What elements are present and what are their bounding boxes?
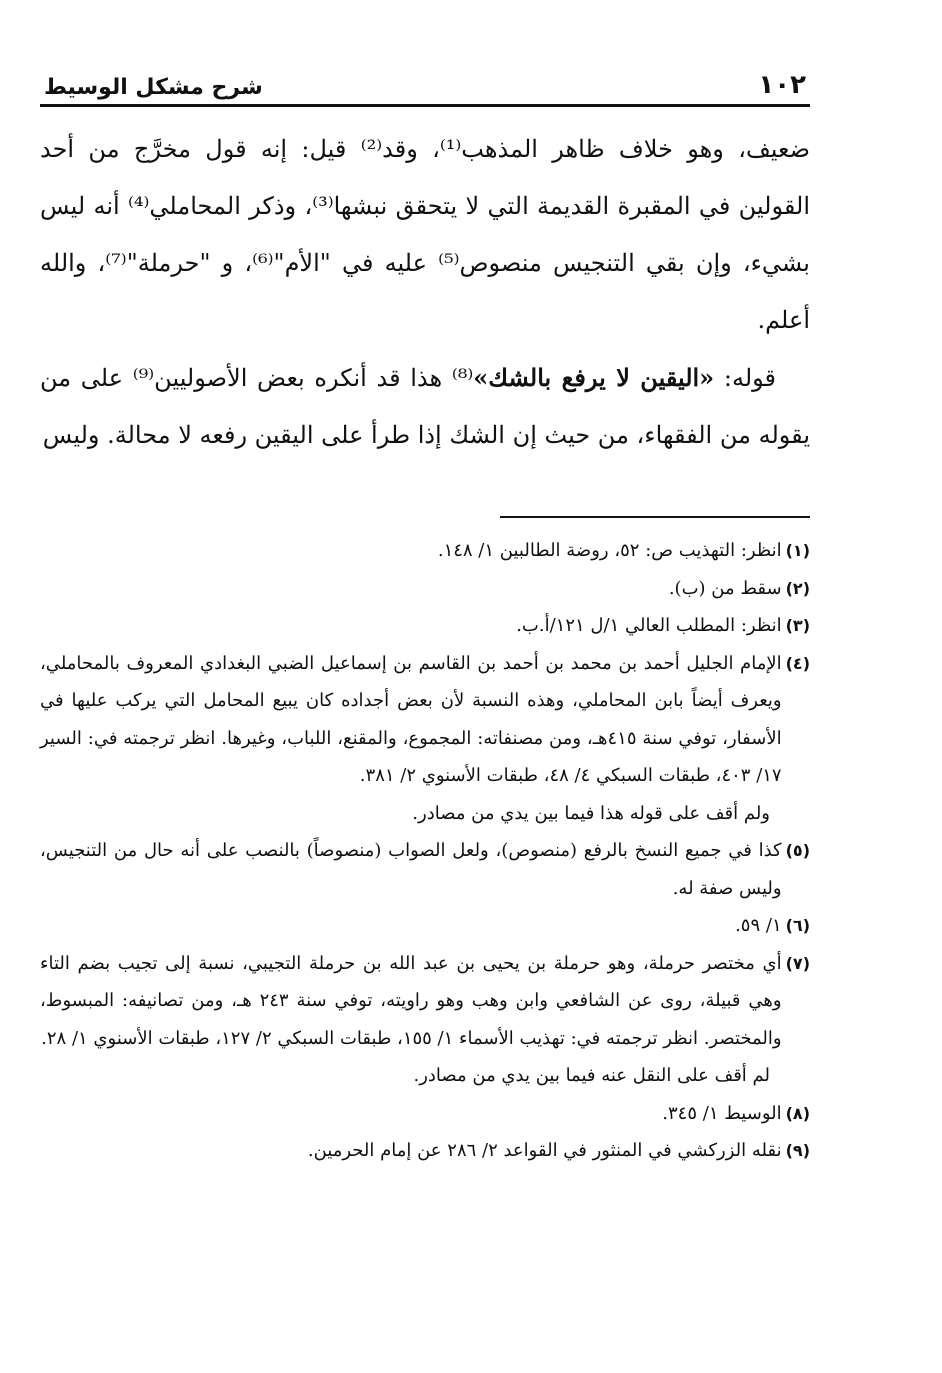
quoted-maxim: «اليقين لا يرفع بالشك» [473, 363, 715, 392]
page-header [40, 60, 810, 107]
footnote-text: أي مختصر حرملة، وهو حرملة بن يحيى بن عبد الله بن حرملة التجيبي، نسبة إلى تجيب بضم التاء وهي قبيلة، روى عن الشافعي وابن وهب وهو راويته، توفي سنة ٢٤٣ هـ، ومن تصانيفه: المبسوط، والمختصر. انظر ترجمته في: تهذيب الأسماء ١/ ١٥٥، طبقات السبكي ٢/ ١٢٧، طبقات الأسنوي ١/ ٢٨. [40, 952, 782, 1049]
footnote-1 [40, 532, 810, 570]
footnote-6 [40, 907, 810, 945]
page-number: ١٠٢ [758, 70, 806, 100]
paragraph-1: ضعيف، وهو خلاف ظاهر المذهب⁽¹⁾، وقد⁽²⁾ قيل: إنه قول مخرَّج من أحد القولين في المقبرة القديمة التي لا يتحقق نبشها⁽³⁾، وذكر المحاملي⁽⁴⁾ أنه ليس بشيء، وإن بقي التنجيس منصوص⁽⁵⁾ عليه في "الأم"⁽⁶⁾، و "حرملة"⁽⁷⁾، والله أعلم. [40, 135, 810, 334]
paragraph-2 [40, 349, 810, 464]
footnote-number: (٦) [785, 916, 810, 935]
footnote-9 [40, 1132, 810, 1170]
footnote-text: انظر: التهذيب ص: ٥٢، روضة الطالبين ١/ ١٤٨. [437, 540, 782, 561]
main-text [40, 121, 810, 464]
footnote-number: (٢) [785, 578, 810, 598]
footnote-8 [40, 1095, 810, 1133]
footnotes [40, 532, 810, 1170]
footnote-number: (٩) [785, 1141, 810, 1160]
running-title: شرح مشكل الوسيط [44, 75, 263, 100]
footnote-number: (٧) [785, 953, 810, 973]
footnote-2 [40, 570, 810, 608]
footnote-separator [500, 516, 810, 518]
footnote-number: (٤) [785, 653, 810, 673]
paragraph-2-intro: قوله: [714, 364, 777, 392]
paragraph-2-rest: ⁽⁸⁾ هذا قد أنكره بعض الأصوليين⁽⁹⁾ على من يقوله من الفقهاء، من حيث إن الشك إذا طرأ على اليقين رفعه لا محالة. وليس [40, 364, 810, 449]
footnote-text: نقله الزركشي في المنثور في القواعد ٢/ ٢٨٦ عن إمام الحرمين. [307, 1140, 782, 1161]
footnote-7-note: لم أقف على النقل عنه فيما بين يدي من مصادر. [413, 1065, 770, 1086]
footnote-5 [40, 832, 810, 907]
footnote-number: (٣) [785, 616, 810, 635]
book-page [40, 60, 810, 1170]
footnote-4-note: ولم أقف على قوله هذا فيما بين يدي من مصادر. [412, 802, 770, 824]
footnote-text: كذا في جميع النسخ بالرفع (منصوص)، ولعل الصواب (منصوصاً) بالنصب على أنه حال من التنجيس، وليس صفة له. [40, 840, 782, 899]
footnote-number: (١) [785, 541, 810, 560]
footnote-text: انظر: المطلب العالي ١/ل ١٢١/أ.ب. [516, 615, 782, 636]
footnote-number: (٨) [785, 1103, 810, 1123]
footnote-3 [40, 607, 810, 645]
footnote-number: (٥) [785, 841, 810, 860]
footnote-text: سقط من (ب). [668, 577, 782, 599]
footnote-text: الوسيط ١/ ٣٤٥. [662, 1102, 782, 1124]
footnote-text: الإمام الجليل أحمد بن محمد بن أحمد بن القاسم بن إسماعيل الضبي البغدادي المعروف بالمحاملي، ويعرف أيضاً بابن المحاملي، وهذه النسبة لأن بعض أجداده كان يبيع المحامل التي يركب عليها في الأسفار، توفي سنة ٤١٥هـ، ومن مصنفاته: المجموع، والمقنع، اللباب، وغيرها. انظر ترجمته في: السير ١٧/ ٤٠٣، طبقات السبكي ٤/ ٤٨، طبقات الأسنوي ٢/ ٣٨١. [40, 652, 782, 786]
footnote-4 [40, 645, 810, 795]
footnote-7 [40, 945, 810, 1058]
footnote-text: ١/ ٥٩. [735, 915, 782, 936]
